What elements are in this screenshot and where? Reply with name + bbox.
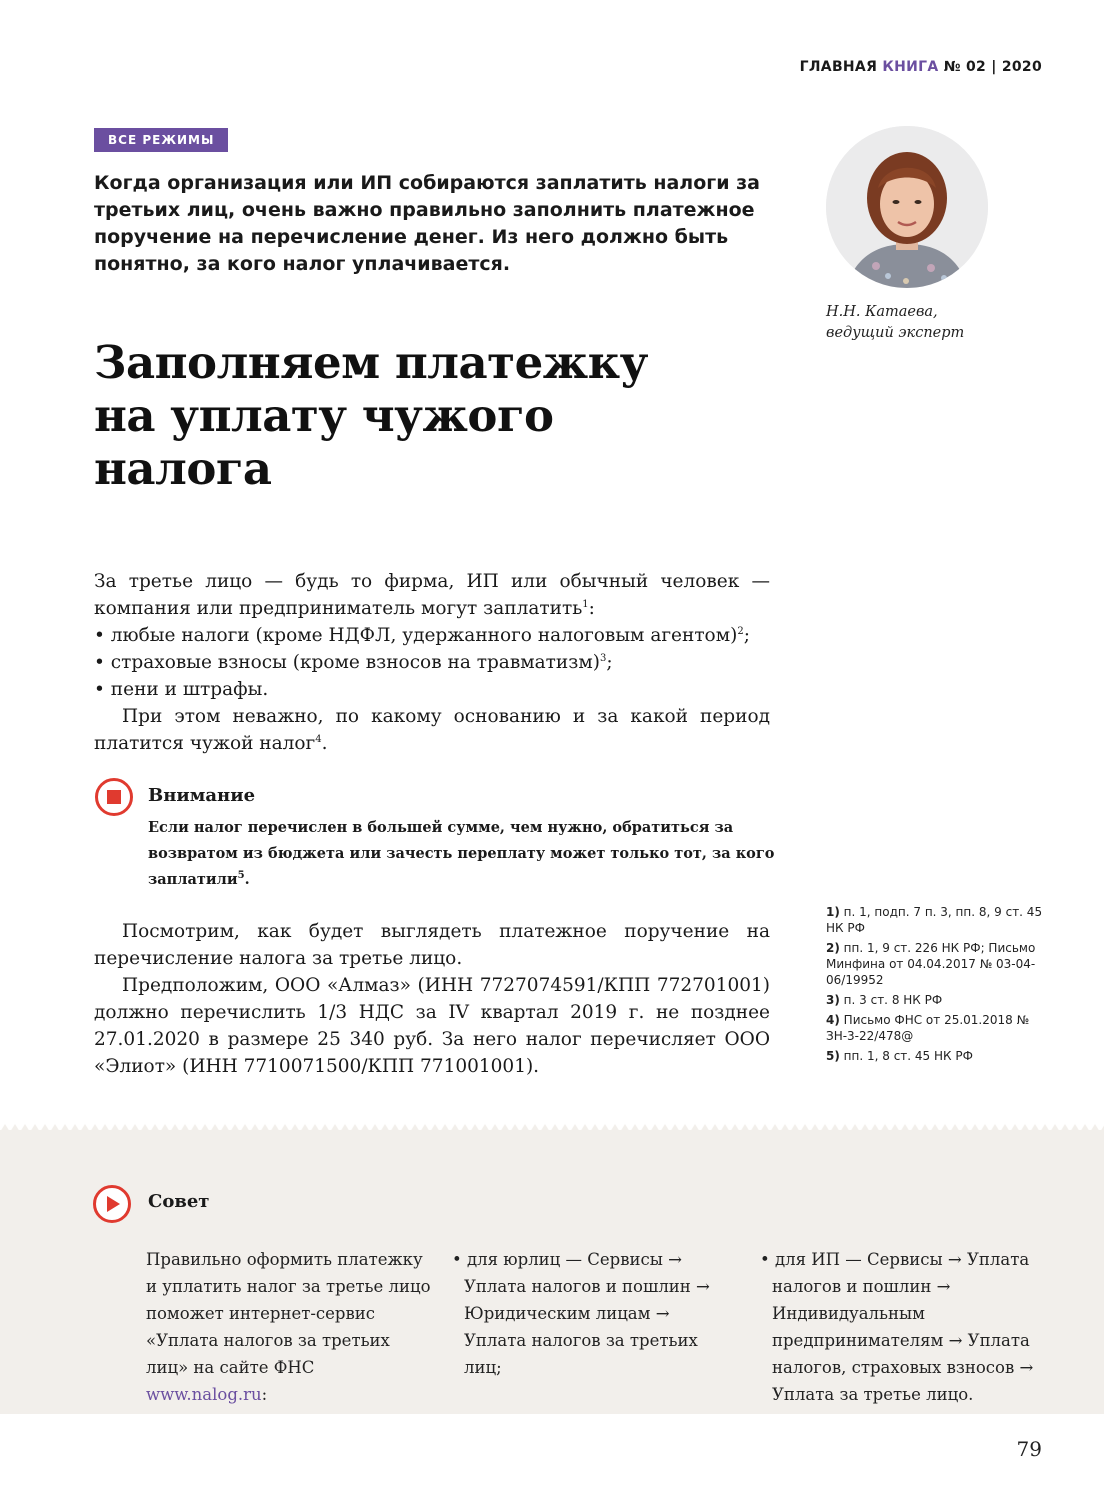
play-icon [92,1184,132,1224]
intro-text: За третье лицо — будь то фирма, ИП или обычный человек — компания или предприниматель могут заплатить [94,571,770,619]
page-number: 79 [1016,1437,1042,1461]
header-glavnaya: ГЛАВНАЯ [799,59,878,75]
bullet-text: • пени и штрафы. [94,679,269,700]
attention-body: Если налог перечислен в большей сумме, чем нужно, обратиться за возвратом из бюджета или зачесть переплату может только тот, за кого заплатили [148,819,775,888]
example-paragraph-2: Предположим, ООО «Алмаз» (ИНН 7727074591/КПП 772701001) должно перечислить 1/3 НДС за IV квартал 2019 г. не позднее 27.01.2020 в размере 25 340 руб. За него налог перечисляет ООО «Элиот» (ИНН 7710071500/КПП 771001001). [94,975,770,1077]
footnote-number: 3) [826,993,840,1007]
title-line-1: Заполняем платежку [94,336,648,389]
bullet-punct: ; [606,652,613,673]
bullet-text: • любые налоги (кроме НДФЛ, удержанного налоговым агентом) [94,625,738,646]
footnote-item [826,940,1046,988]
bullet-item [94,676,770,703]
footnote-ref-3: 3 [599,652,607,664]
intro-punct-2: . [321,733,328,754]
footnote-number: 2) [826,941,840,955]
title-line-3: налога [94,442,272,495]
title-line-2: на уплату чужого [94,389,554,442]
advice-col1-punct: : [261,1385,268,1404]
footnote-number: 5) [826,1049,840,1063]
footnote-ref-4: 4 [315,733,322,745]
footnote-text: п. 3 ст. 8 НК РФ [843,993,943,1007]
footnote-text: Письмо ФНС от 25.01.2018 № ЗН-3-22/478@ [826,1013,1030,1043]
footnote-item [826,992,1046,1008]
footnote-item [826,1012,1046,1044]
bullet-punct: ; [743,625,750,646]
footnote-text: п. 1, подп. 7 п. 3, пп. 8, 9 ст. 45 НК РФ [826,905,1043,935]
footnote-item [826,904,1046,936]
author-photo [826,126,988,288]
footnote-text: пп. 1, 8 ст. 45 НК РФ [843,1049,973,1063]
advice-title: Совет [148,1191,210,1212]
bullet-item [94,649,770,676]
footnote-number: 4) [826,1013,840,1027]
intro-paragraph [94,568,770,622]
category-badge: ВСЕ РЕЖИМЫ [94,128,228,152]
footnote-ref-2: 2 [737,625,744,637]
advice-column-3: • для ИП — Сервисы → Уплата налогов и пошлин → Индивидуальным предпринимателям → Уплата налогов, страховых взносов → Уплата за третье лицо. [760,1250,1034,1404]
footnote-number: 1) [826,905,840,919]
intro-paragraph-2 [94,703,770,757]
attention-punct: . [244,871,250,888]
author-portrait-image [826,126,988,288]
lead-paragraph: Когда организация или ИП собираются заплатить налоги за третьих лиц, очень важно правильно заполнить платежное поручение на перечисление денег. Из него должно быть понятно, за кого налог уплачивается. [94,172,760,275]
footnote-item [826,1048,1046,1064]
example-section [94,918,770,1080]
footnote-ref-5: 5 [237,870,245,882]
intro-punct: : [588,598,595,619]
advice-column-1 [146,1246,436,1408]
author-caption [826,302,964,344]
intro-text-2: При этом неважно, по какому основанию и за какой период платится чужой налог [94,706,770,754]
advice-col1-text: Правильно оформить платежку и уплатить налог за третье лицо поможет интернет-сервис «Уплата налогов за третьих лиц» на сайте ФНС [146,1250,431,1377]
advice-column-2: • для юрлиц — Сервисы → Уплата налогов и пошлин → Юридическим лицам → Уплата налогов за третьих лиц; [452,1250,710,1377]
example-paragraph-1: Посмотрим, как будет выглядеть платежное поручение на перечисление налога за третье лицо. [94,921,770,969]
header-issue: № 02 | 2020 [943,59,1042,75]
fns-link[interactable]: www.nalog.ru [146,1385,262,1404]
author-role: ведущий эксперт [826,325,965,341]
article-title [94,336,734,495]
attention-title: Внимание [148,785,256,806]
intro-section [94,568,770,757]
advice-zigzag-edge [0,1122,1104,1132]
magazine-header [800,59,1042,75]
footnote-text: пп. 1, 9 ст. 226 НК РФ; Письмо Минфина от 04.04.2017 № 03-04-06/19952 [826,941,1036,987]
author-name: Н.Н. Катаева, [826,304,938,320]
bullet-text: • страховые взносы (кроме взносов на травматизм) [94,652,600,673]
footnote-ref-1: 1 [582,598,589,610]
bullet-item [94,622,770,649]
header-kniga: КНИГА [882,59,939,75]
stop-icon [94,777,134,817]
footnotes [826,904,1046,1068]
attention-text [148,815,788,893]
